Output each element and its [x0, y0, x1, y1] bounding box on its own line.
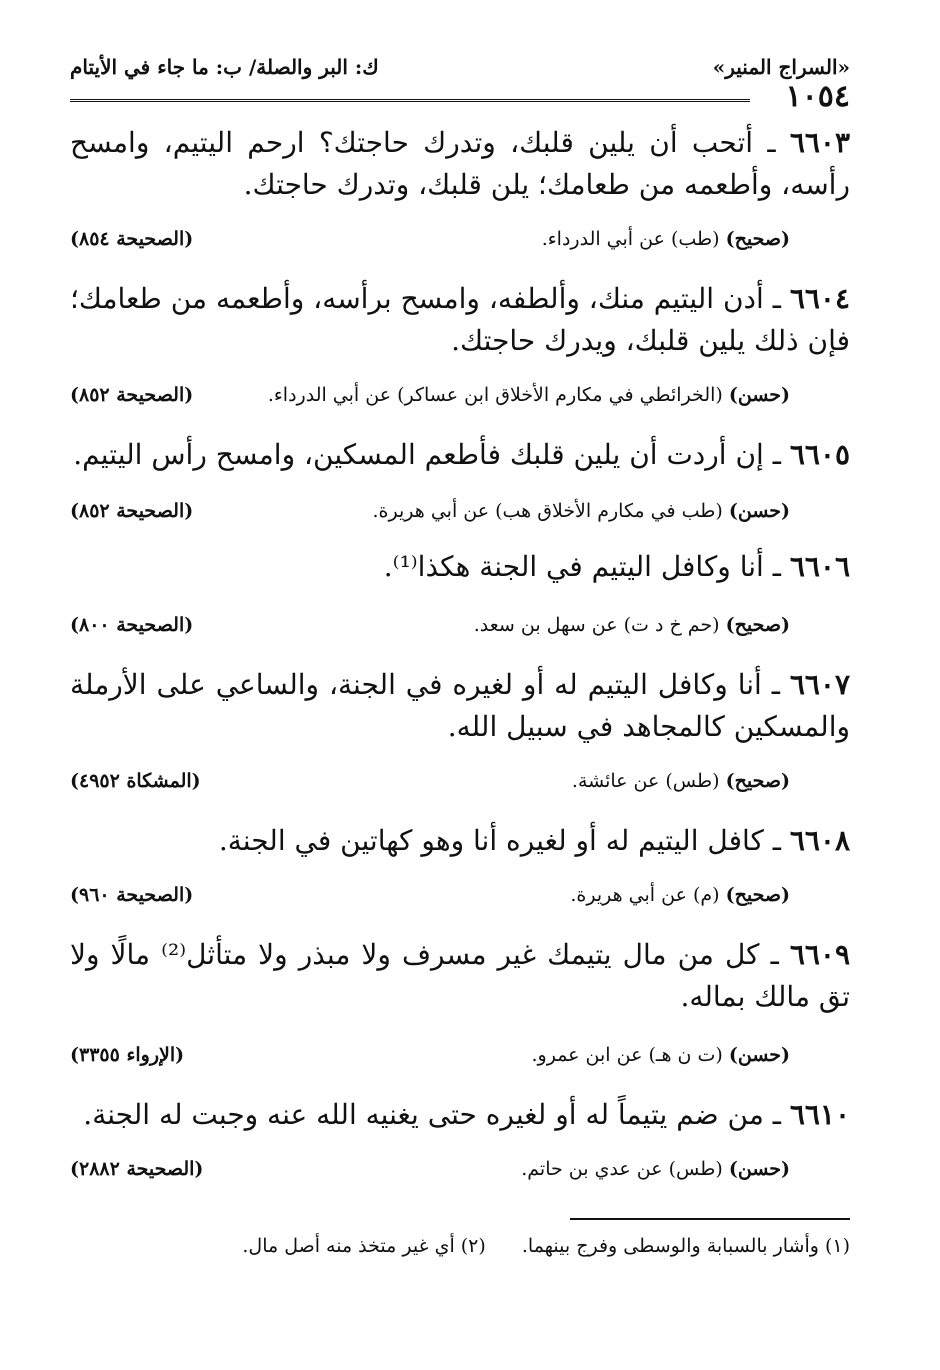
hadith-entry: ٦٦٠٤ ـ أدن اليتيم منك، وألطفه، وامسح برأسه، وأطعمه من طعامك؛ فإن ذلك يلين قلبك، ويدرك حاجتك. [70, 282, 850, 357]
hadith-grade: (صحيح) [725, 228, 790, 250]
hadith-number: ٦٦٠٧ [789, 668, 850, 701]
hadith-number: ٦٦٠٥ [789, 438, 850, 471]
hadith-source-text: (ت ن هـ) عن ابن عمرو. [531, 1044, 723, 1066]
hadith-reference-row [70, 1044, 850, 1074]
hadith-text: إن أردت أن يلين قلبك فأطعم المسكين، وامسح رأس اليتيم. [73, 438, 764, 471]
hadith-source-text: (طس) عن عدي بن حاتم. [521, 1158, 723, 1180]
hadith-grade: (حسن) [728, 500, 790, 522]
chapter-title: ك: البر والصلة/ ب: ما جاء في الأيتام [70, 55, 379, 79]
hadith-reference: (الصحيحة ٨٥٢) [70, 384, 194, 406]
hadith-reference: (الإرواء ٣٣٥٥) [70, 1044, 185, 1066]
hadith-text: أدن اليتيم منك، وألطفه، وامسح برأسه، وأطعمه من طعامك؛ فإن ذلك يلين قلبك، ويدرك حاجتك. [70, 282, 850, 357]
hadith-reference-row [70, 500, 850, 530]
hadith-source-text: (طس) عن عائشة. [571, 770, 720, 792]
hadith-number: ٦٦٠٦ [789, 550, 850, 583]
hadith-source-text: (طب) عن أبي الدرداء. [541, 228, 720, 250]
hadith-text: أنا وكافل اليتيم في الجنة هكذا⁽¹⁾. [383, 550, 764, 583]
hadith-reference: (الصحيحة ٨٥٤) [70, 228, 194, 250]
book-title: «السراج المنير» [712, 55, 850, 79]
hadith-text: كافل اليتيم له أو لغيره أنا وهو كهاتين في الجنة. [218, 824, 764, 857]
hadith-grade: (صحيح) [725, 614, 790, 636]
hadith-grade: (حسن) [728, 1158, 790, 1180]
hadith-entry: ٦٦٠٨ ـ كافل اليتيم له أو لغيره أنا وهو كهاتين في الجنة. [218, 824, 850, 857]
footnote-rule [570, 1218, 850, 1220]
hadith-text: من ضم يتيماً له أو لغيره حتى يغنيه الله عنه وجبت له الجنة. [83, 1098, 764, 1131]
hadith-entry: ٦٦٠٩ ـ كل من مال يتيمك غير مسرف ولا مبذر ولا متأثل⁽²⁾ مالًا ولا تق مالك بماله. [70, 938, 850, 1013]
hadith-grade: (حسن) [728, 384, 790, 406]
page-header [70, 55, 850, 114]
hadith-entry: ٦٦٠٥ ـ إن أردت أن يلين قلبك فأطعم المسكين، وامسح رأس اليتيم. [73, 438, 850, 471]
hadith-reference-row [70, 384, 850, 414]
hadith-source-text: (م) عن أبي هريرة. [570, 884, 720, 906]
hadith-reference: (الصحيحة ٢٨٨٢) [70, 1158, 204, 1180]
footnote-1: (١) وأشار بالسبابة والوسطى وفرج بينهما. [521, 1235, 850, 1257]
page-number: ١٠٥٤ [785, 79, 850, 114]
hadith-reference-row [70, 884, 850, 914]
hadith-grade: (صحيح) [725, 884, 790, 906]
hadith-reference: (الصحيحة ٨٥٢) [70, 500, 194, 522]
hadith-entry: ٦٦٠٧ ـ أنا وكافل اليتيم له أو لغيره في الجنة، والساعي على الأرملة والمسكين كالمجاهد في سبيل الله. [70, 668, 850, 743]
hadith-grade: (حسن) [728, 1044, 790, 1066]
hadith-reference-row [70, 614, 850, 644]
hadith-reference-row [70, 228, 850, 258]
hadith-reference-row [70, 770, 850, 800]
hadith-source-text: (طب في مكارم الأخلاق هب) عن أبي هريرة. [372, 500, 723, 522]
hadith-number: ٦٦١٠ [789, 1098, 850, 1131]
header-rule [70, 99, 750, 102]
hadith-number: ٦٦٠٣ [789, 126, 850, 159]
hadith-source-text: (حم خ د ت) عن سهل بن سعد. [473, 614, 720, 636]
hadith-text: أتحب أن يلين قلبك، وتدرك حاجتك؟ ارحم اليتيم، وامسح رأسه، وأطعمه من طعامك؛ يلن قلبك، وتدرك حاجتك. [70, 126, 850, 201]
hadith-text: أنا وكافل اليتيم له أو لغيره في الجنة، والساعي على الأرملة والمسكين كالمجاهد في سبيل الله. [70, 668, 850, 743]
hadith-reference: (الصحيحة ٩٦٠) [70, 884, 194, 906]
hadith-source-text: (الخرائطي في مكارم الأخلاق ابن عساكر) عن أبي الدرداء. [267, 384, 723, 406]
hadith-entry: ٦٦١٠ ـ من ضم يتيماً له أو لغيره حتى يغنيه الله عنه وجبت له الجنة. [83, 1098, 850, 1131]
hadith-number: ٦٦٠٩ [789, 938, 850, 971]
hadith-text: كل من مال يتيمك غير مسرف ولا مبذر ولا متأثل⁽²⁾ مالًا ولا تق مالك بماله. [70, 938, 850, 1013]
hadith-number: ٦٦٠٨ [789, 824, 850, 857]
hadith-reference-row [70, 1158, 850, 1188]
footnotes [212, 1235, 850, 1257]
hadith-reference: (الصحيحة ٨٠٠) [70, 614, 194, 636]
footnote-2: (٢) أي غير متخذ منه أصل مال. [242, 1235, 486, 1257]
hadith-reference: (المشكاة ٤٩٥٢) [70, 770, 201, 792]
hadith-entry: ٦٦٠٦ ـ أنا وكافل اليتيم في الجنة هكذا⁽¹⁾. [383, 550, 850, 583]
hadith-grade: (صحيح) [725, 770, 790, 792]
hadith-entry: ٦٦٠٣ ـ أتحب أن يلين قلبك، وتدرك حاجتك؟ ارحم اليتيم، وامسح رأسه، وأطعمه من طعامك؛ يلن قلبك، وتدرك حاجتك. [70, 126, 850, 201]
hadith-number: ٦٦٠٤ [789, 282, 850, 315]
